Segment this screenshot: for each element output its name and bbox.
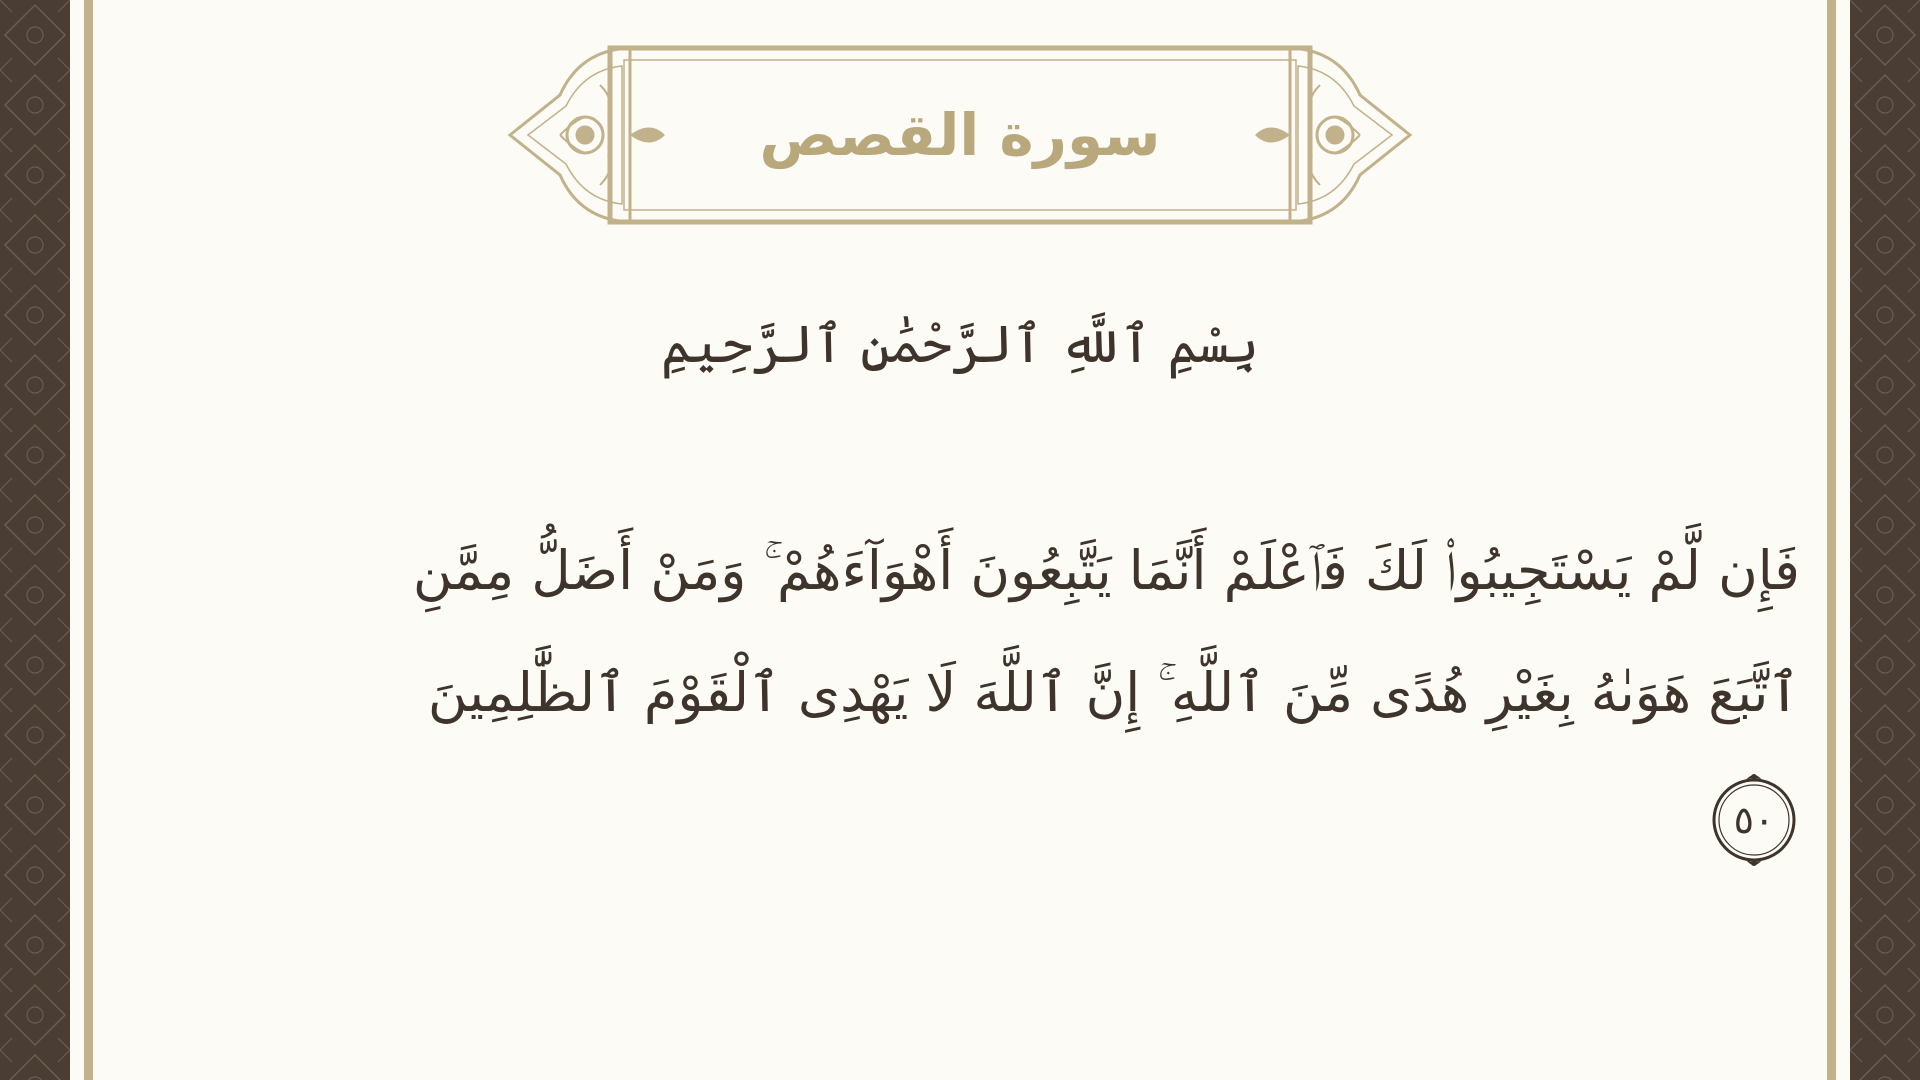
right-ornamental-band (1850, 0, 1920, 1080)
verse-line: فَإِن لَّمْ يَسْتَجِيبُوا۟ لَكَ فَٱعْلَمْ أَنَّمَا يَتَّبِعُونَ أَهْوَآءَهُمْ ۚ وَمَنْ أَضَلُّ مِمَّنِ (412, 539, 1800, 602)
verse-text (200, 510, 1800, 754)
surah-title: سورة القصص (759, 101, 1161, 169)
surah-header-cartouche (500, 40, 1420, 230)
ayah-number-marker (1708, 772, 1800, 868)
left-gold-border (84, 0, 93, 1080)
verse-line: ٱتَّبَعَ هَوَىٰهُ بِغَيْرِ هُدًى مِّنَ ٱللَّهِ ۚ إِنَّ ٱللَّهَ لَا يَهْدِى ٱلْقَوْمَ ٱلظَّٰلِمِينَ (427, 661, 1800, 724)
ayah-number: ٥٠ (1733, 798, 1775, 842)
basmala: بِسْمِ ٱللَّهِ ٱلرَّحْمَٰنِ ٱلرَّحِيمِ (660, 315, 1260, 375)
right-gold-border (1827, 0, 1836, 1080)
left-ornamental-band (0, 0, 70, 1080)
